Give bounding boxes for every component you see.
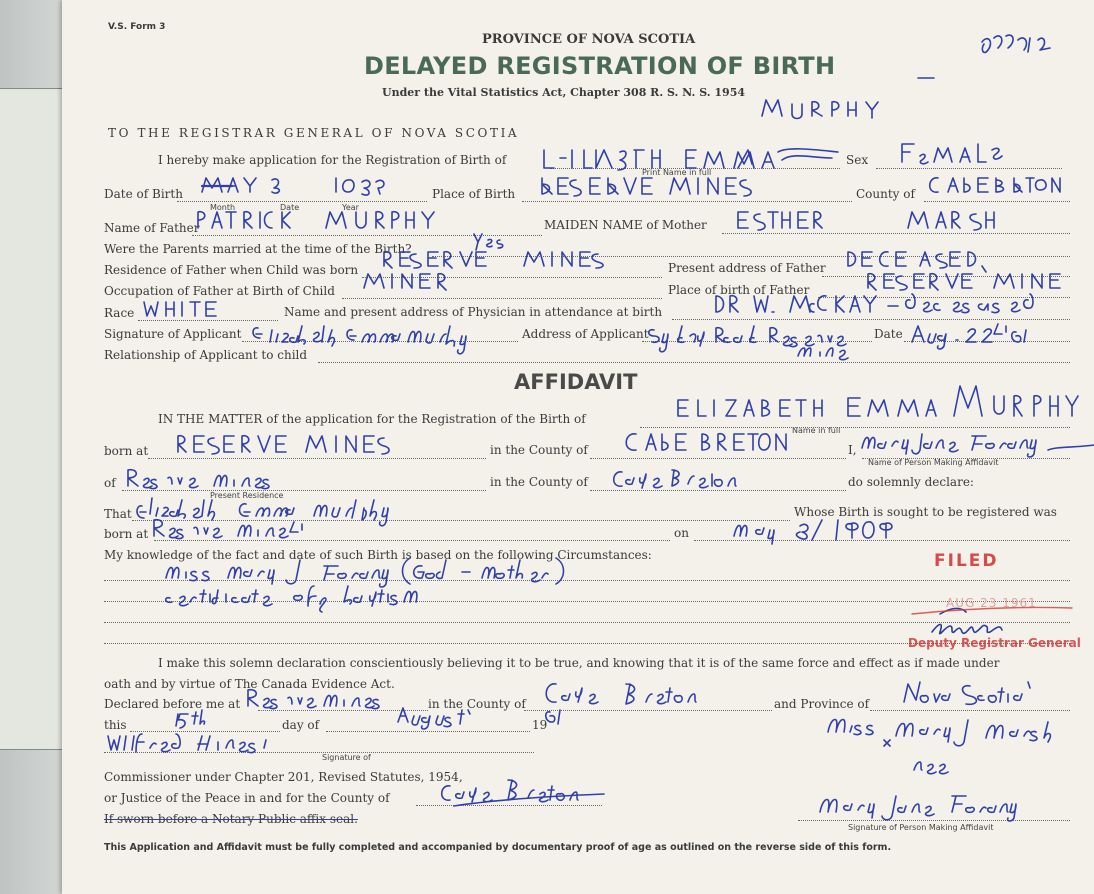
form-subtitle: Under the Vital Statistics Act, Chapter 308 R. S. N. S. 1954 — [382, 86, 746, 99]
year-prefix: 19 — [532, 718, 548, 732]
declaration-line-1: I make this solemn declaration conscientiously believing it to be true, and knowing that it is of the same force and effect as if made under — [158, 656, 1000, 670]
race-label: Race — [104, 306, 135, 320]
footer-note: This Application and Affidavit must be fully completed and accompanied by documentary proof of age as outlined on the reverse side of this form. — [104, 842, 892, 853]
that-label: That — [104, 507, 132, 521]
physician-label: Name and present address of Physician in attendance at birth — [284, 305, 663, 319]
place-of-birth-label: Place of Birth — [432, 187, 516, 201]
name-of-father-label: Name of Father — [104, 221, 200, 235]
salutation: TO THE REGISTRAR GENERAL OF NOVA SCOTIA — [108, 126, 520, 140]
filed-stamp: FILED — [934, 551, 999, 571]
born-at-label: born at — [104, 444, 149, 458]
knowledge-label: My knowledge of the fact and date of such Birth is based on the following Circumstances: — [104, 548, 652, 562]
print-name-caption: Print Name in full — [642, 168, 712, 177]
on-label: on — [674, 526, 689, 540]
application-label: I hereby make application for the Registration of Birth of — [158, 153, 507, 167]
solemnly-label: do solemnly declare: — [848, 475, 974, 489]
this-label: this — [104, 718, 127, 732]
name-in-full-caption: Name in full — [792, 426, 841, 435]
of-label: of — [104, 476, 116, 490]
day-of-label: day of — [282, 718, 320, 732]
signature-affidavit-caption: Signature of Person Making Affidavit — [848, 823, 994, 832]
county-of-label: County of — [856, 187, 915, 201]
occupation-father-label: Occupation of Father at Birth of Child — [104, 284, 335, 298]
maiden-name-label: MAIDEN NAME of Mother — [544, 218, 707, 232]
date-of-birth-label: Date of Birth — [104, 187, 183, 201]
residence-father-label: Residence of Father when Child was born — [104, 263, 359, 277]
name-person-caption: Name of Person Making Affidavit — [868, 458, 999, 467]
whose-birth-label: Whose Birth is sought to be registered was — [794, 505, 1057, 519]
year-caption: Year — [342, 203, 359, 212]
sex-label: Sex — [846, 153, 869, 167]
form-title: DELAYED REGISTRATION OF BIRTH — [364, 52, 836, 80]
province-heading: PROVINCE OF NOVA SCOTIA — [482, 32, 696, 47]
commissioner-label: Commissioner under Chapter 201, Revised Statutes, 1954, — [104, 770, 463, 784]
i-label: I, — [848, 443, 857, 457]
matter-label: IN THE MATTER of the application for the Registration of the Birth of — [158, 412, 586, 426]
notary-label: If sworn before a Notary Public affix seal. — [104, 812, 358, 826]
present-residence-caption: Present Residence — [210, 491, 284, 500]
born-at-2-label: born at — [104, 527, 149, 541]
declaration-line-2: oath and by virtue of The Canada Evidence Act. — [104, 677, 395, 691]
handwriting-layer — [62, 0, 1094, 894]
relationship-label: Relationship of Applicant to child — [104, 348, 308, 362]
in-county-3-label: in the County of — [428, 697, 526, 711]
in-county-2-label: in the County of — [490, 475, 588, 489]
justice-label: or Justice of the Peace in and for the County of — [104, 791, 390, 805]
signature-of-caption: Signature of — [322, 753, 371, 762]
affidavit-heading: AFFIDAVIT — [514, 370, 638, 394]
form-number: V.S. Form 3 — [108, 22, 166, 32]
date-caption: Date — [280, 203, 300, 212]
birth-registration-form — [62, 0, 1094, 894]
declared-before-label: Declared before me at — [104, 697, 241, 711]
present-address-father-label: Present address of Father — [668, 261, 826, 275]
date-label: Date — [874, 327, 903, 341]
deputy-registrar-stamp: Deputy Registrar General — [908, 636, 1081, 650]
back-sheet-leaf — [0, 88, 71, 750]
place-birth-father-label: Place of birth of Father — [668, 283, 810, 297]
in-county-label: in the County of — [490, 443, 588, 457]
signature-applicant-label: Signature of Applicant — [104, 327, 242, 341]
address-applicant-label: Address of Applicant — [522, 327, 649, 341]
and-province-label: and Province of — [774, 697, 870, 711]
month-caption: Month — [210, 203, 236, 212]
date-stamp: AUG 23 1961 — [946, 596, 1037, 610]
parents-married-label: Were the Parents married at the time of the Birth? — [104, 242, 412, 256]
